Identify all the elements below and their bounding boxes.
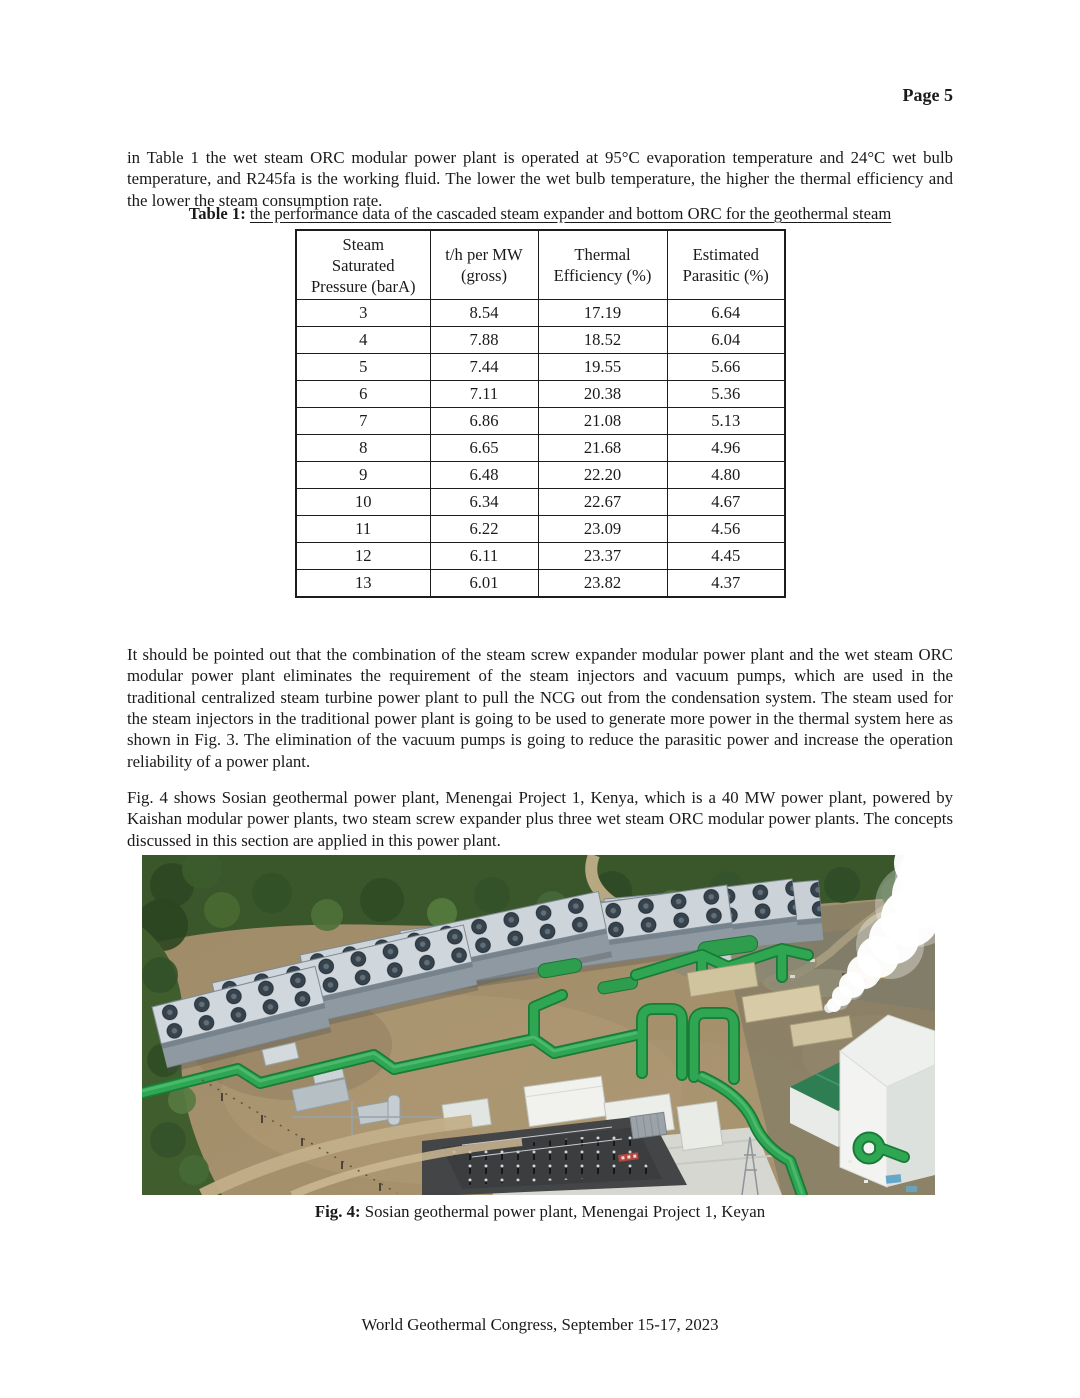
table-cell: 3 [296, 300, 430, 327]
table-cell: 5 [296, 354, 430, 381]
figure-caption-label: Fig. 4: [314, 1202, 361, 1221]
table-cell: 6.04 [667, 327, 785, 354]
table-cell: 6 [296, 381, 430, 408]
table-cell: 6.48 [430, 462, 538, 489]
table-cell: 6.86 [430, 408, 538, 435]
table-cell: 21.68 [538, 435, 667, 462]
performance-table [295, 229, 786, 598]
table-cell: 20.38 [538, 381, 667, 408]
table-cell: 7.11 [430, 381, 538, 408]
table-cell: 4.37 [667, 570, 785, 598]
table-cell: 8.54 [430, 300, 538, 327]
paragraph-2: It should be pointed out that the combination of the steam screw expander modular power plant and the wet steam ORC modular power plant eliminates the requirement of the steam injectors and vacuum pumps, which are used in the traditional centralized steam turbine power plant to pull the NCG out from the condensation system. The steam used for the steam injectors in the traditional power plant is going to be used to generate more power in the thermal system here as shown in Fig. 3. The elimination of the vacuum pumps is going to reduce the parasitic power and increase the operation reliability of a power plant. [127, 644, 953, 771]
figure-caption-text: Sosian geothermal power plant, Menengai Project 1, Keyan [364, 1202, 766, 1221]
table-body [296, 300, 785, 598]
table-cell: 6.65 [430, 435, 538, 462]
table-cell: 4.96 [667, 435, 785, 462]
table-row [296, 300, 785, 327]
table-cell: 12 [296, 543, 430, 570]
table-caption-text: the performance data of the cascaded steam expander and bottom ORC for the geothermal steam [249, 204, 892, 223]
table-cell: 23.82 [538, 570, 667, 598]
table-row [296, 462, 785, 489]
table-cell: 5.66 [667, 354, 785, 381]
table-cell: 4.80 [667, 462, 785, 489]
table-cell: 4 [296, 327, 430, 354]
table-cell: 5.13 [667, 408, 785, 435]
table-cell: 6.22 [430, 516, 538, 543]
table-row [296, 354, 785, 381]
table-row [296, 408, 785, 435]
table-cell: 7.44 [430, 354, 538, 381]
table-row [296, 570, 785, 598]
column-header: Thermal Efficiency (%) [538, 230, 667, 300]
table-row [296, 516, 785, 543]
table-cell: 4.45 [667, 543, 785, 570]
table-cell: 22.67 [538, 489, 667, 516]
column-header: Estimated Parasitic (%) [667, 230, 785, 300]
table-cell: 19.55 [538, 354, 667, 381]
column-header: Steam Saturated Pressure (barA) [296, 230, 430, 300]
table-cell: 23.09 [538, 516, 667, 543]
table-cell: 4.56 [667, 516, 785, 543]
table-cell: 23.37 [538, 543, 667, 570]
table-row [296, 435, 785, 462]
table-cell: 10 [296, 489, 430, 516]
paragraph-1: in Table 1 the wet steam ORC modular power plant is operated at 95°C evaporation temperature and 24°C wet bulb temperature, and R245fa is the working fluid. The lower the wet bulb temperature, the higher the thermal efficiency and the lower the steam consumption rate. [127, 147, 953, 210]
table-cell: 6.01 [430, 570, 538, 598]
table-cell: 9 [296, 462, 430, 489]
page-number: Page 5 [902, 85, 953, 105]
table-cell: 6.64 [667, 300, 785, 327]
table-caption [127, 204, 953, 224]
figure-caption [127, 1202, 953, 1222]
table-caption-label: Table 1: [188, 204, 246, 223]
figure-4-photo [142, 855, 935, 1195]
table-cell: 8 [296, 435, 430, 462]
table-row [296, 381, 785, 408]
table-row [296, 543, 785, 570]
column-header: t/h per MW (gross) [430, 230, 538, 300]
table-cell: 11 [296, 516, 430, 543]
table-cell: 6.11 [430, 543, 538, 570]
table-cell: 18.52 [538, 327, 667, 354]
table-cell: 17.19 [538, 300, 667, 327]
table-cell: 6.34 [430, 489, 538, 516]
table-cell: 7 [296, 408, 430, 435]
table-cell: 4.67 [667, 489, 785, 516]
table-row [296, 489, 785, 516]
footer-text: World Geothermal Congress, September 15-17, 2023 [361, 1315, 719, 1334]
table-cell: 21.08 [538, 408, 667, 435]
paragraph-3: Fig. 4 shows Sosian geothermal power plant, Menengai Project 1, Kenya, which is a 40 MW power plant, powered by Kaishan modular power plants, two steam screw expander plus three wet steam ORC modular power plants. The concepts discussed in this section are applied in this power plant. [127, 787, 953, 850]
table-cell: 13 [296, 570, 430, 598]
table-cell: 7.88 [430, 327, 538, 354]
table-cell: 22.20 [538, 462, 667, 489]
aerial-photo-geothermal-plant [142, 855, 935, 1195]
table-cell: 5.36 [667, 381, 785, 408]
table-row [296, 327, 785, 354]
table-header-row [296, 230, 785, 300]
